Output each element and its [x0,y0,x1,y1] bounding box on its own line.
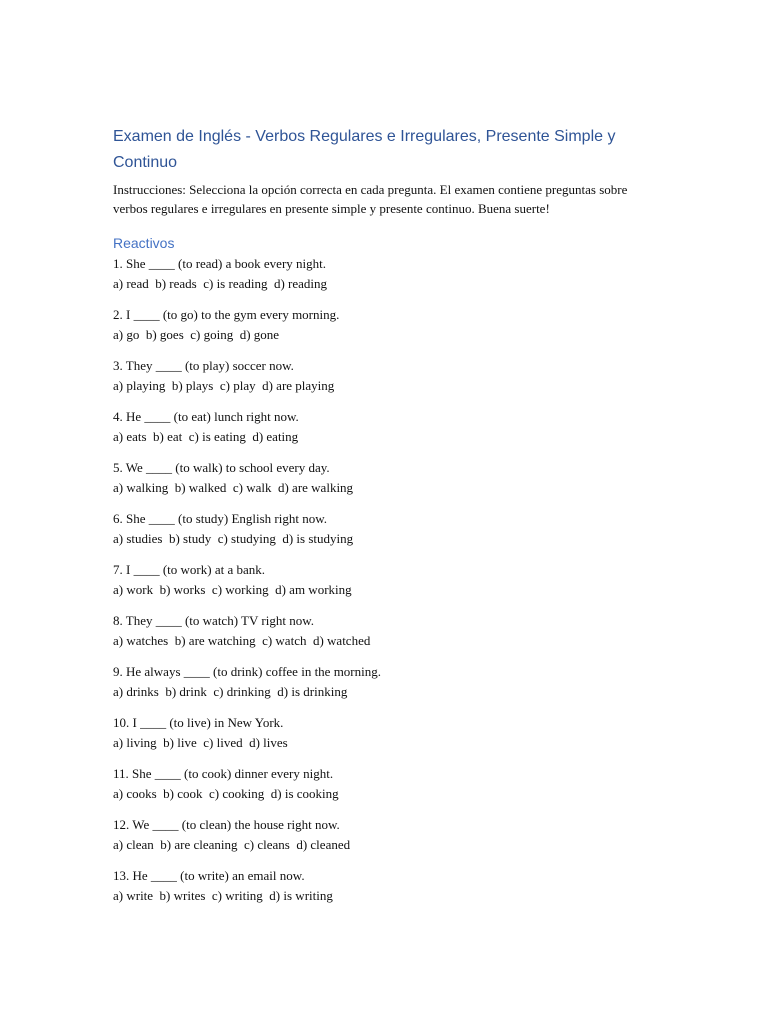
question-text: 7. I ____ (to work) at a bank. [113,562,265,577]
question-options: a) playing b) plays c) play d) are playing [113,377,335,393]
question-item [113,254,653,293]
question-text: 5. We ____ (to walk) to school every day. [113,460,330,475]
question-options: a) watches b) are watching c) watch d) watched [113,632,371,648]
question-options: a) write b) writes c) writing d) is writing [113,887,333,903]
document-page [113,124,653,917]
question-options: a) drinks b) drink c) drinking d) is drinking [113,683,348,699]
question-text: 1. She ____ (to read) a book every night. [113,256,327,271]
question-text: 4. He ____ (to eat) lunch right now. [113,409,299,424]
question-options: a) living b) live c) lived d) lives [113,734,288,750]
questions-list [113,254,653,905]
question-item [113,356,653,395]
question-item [113,866,653,905]
question-options: a) go b) goes c) going d) gone [113,326,280,342]
question-options: a) walking b) walked c) walk d) are walking [113,479,354,495]
question-text: 10. I ____ (to live) in New York. [113,715,284,730]
question-options: a) clean b) are cleaning c) cleans d) cleaned [113,836,351,852]
question-text: 2. I ____ (to go) to the gym every morning. [113,307,340,322]
question-item [113,509,653,548]
question-text: 6. She ____ (to study) English right now. [113,511,328,526]
question-text: 3. They ____ (to play) soccer now. [113,358,294,373]
question-item [113,560,653,599]
question-text: 12. We ____ (to clean) the house right now. [113,817,340,832]
question-options: a) cooks b) cook c) cooking d) is cooking [113,785,339,801]
question-item [113,662,653,701]
document-title: Examen de Inglés - Verbos Regulares e Irregulares, Presente Simple y Continuo [113,128,616,171]
question-text: 13. He ____ (to write) an email now. [113,868,305,883]
question-text: 8. They ____ (to watch) TV right now. [113,613,314,628]
question-item [113,305,653,344]
question-options: a) eats b) eat c) is eating d) eating [113,428,299,444]
question-options: a) read b) reads c) is reading d) reading [113,275,328,291]
question-text: 11. She ____ (to cook) dinner every night. [113,766,334,781]
question-text: 9. He always ____ (to drink) coffee in the morning. [113,664,381,679]
instructions-paragraph: Instrucciones: Selecciona la opción correcta en cada pregunta. El examen contiene preguntas sobre verbos regulares e irregulares en presente simple y presente continuo. Buena suerte! [113,182,628,216]
question-item [113,713,653,752]
question-item [113,407,653,446]
question-item [113,764,653,803]
question-item [113,458,653,497]
question-item [113,815,653,854]
question-options: a) work b) works c) working d) am working [113,581,352,597]
question-item [113,611,653,650]
section-heading-reactivos: Reactivos [113,235,175,251]
question-options: a) studies b) study c) studying d) is studying [113,530,354,546]
